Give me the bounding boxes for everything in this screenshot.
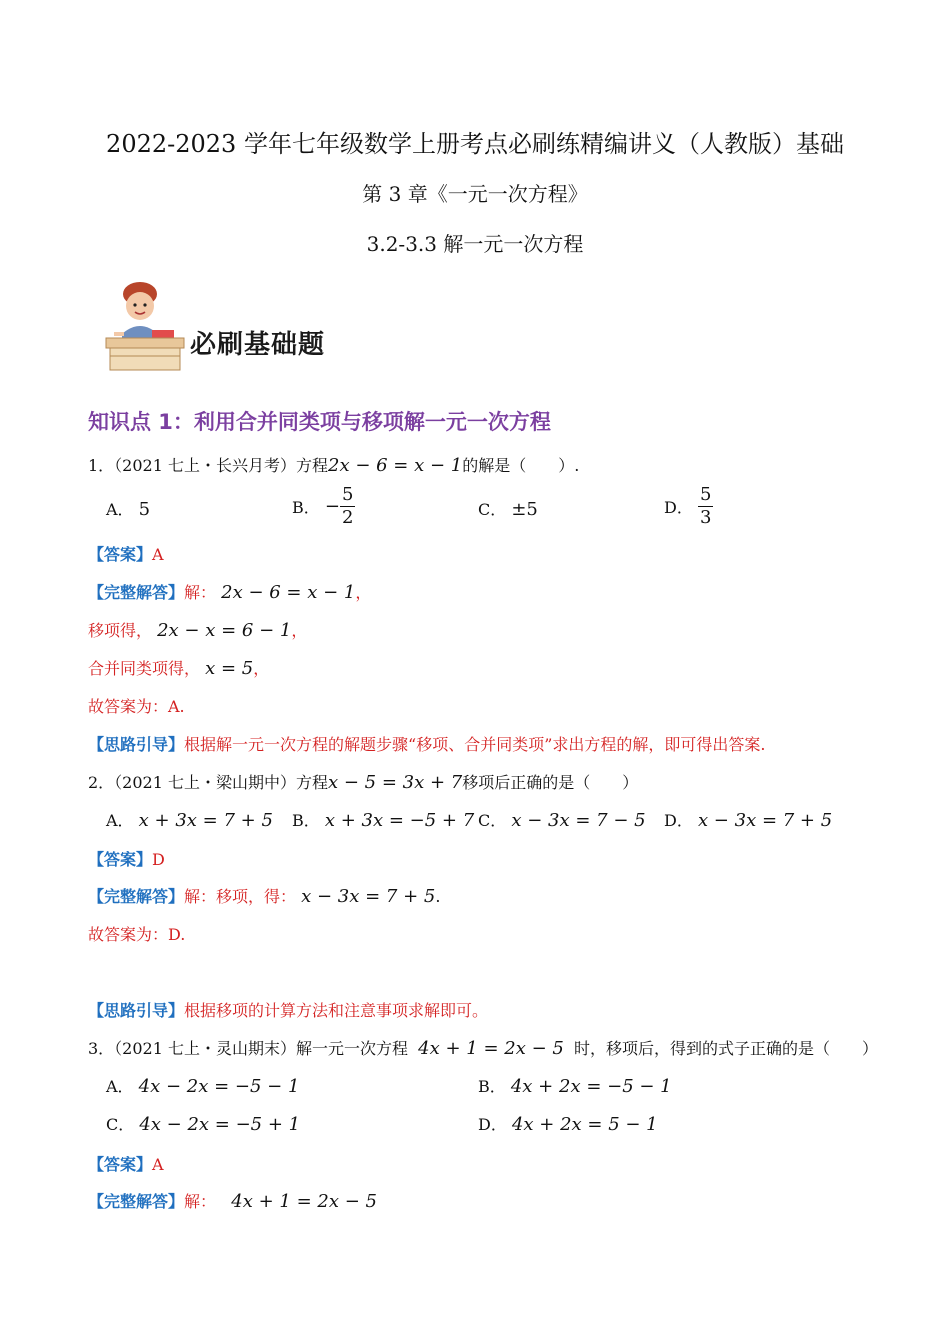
question-3-text: 3．（2021 七上・灵山期末）解一元一次方程 [88,1039,408,1058]
option-value: 4x + 2x = −5 − 1 [510,1076,672,1097]
solution-text: 解：移项，得： [184,887,297,906]
banner-label: 必刷基础题 [190,330,326,360]
question-1-text-end: 的解是（ ）. [462,456,580,475]
solution-equation: 4x + 1 = 2x − 5 [231,1191,377,1212]
answer-tag: 【答案】 [88,850,153,869]
punctuation: ， [291,621,308,640]
solution-text: 移项得， [88,621,153,640]
solution-equation: 2x − 6 = x − 1 [221,582,356,603]
knowledge-point-heading: 知识点 1：利用合并同类项与移项解一元一次方程 [88,410,551,434]
answer-value: A [152,545,164,564]
q2-solution-line-1 [88,884,440,907]
q1-option-d [664,484,713,529]
q1-option-b [292,484,355,529]
fraction-denominator: 3 [699,507,712,528]
question-2-text: 2．（2021 七上・梁山期中）方程 [88,773,328,792]
q1-solution-line-3 [88,656,269,679]
solution-tag: 【完整解答】 [88,1192,185,1211]
q3-option-b [478,1074,672,1097]
q2-answer-line [88,847,165,870]
answer-tag: 【答案】 [88,1155,153,1174]
hint-text: 根据移项的计算方法和注意事项求解即可。 [184,1001,489,1020]
q3-solution-line-1 [88,1189,377,1212]
option-value: ±5 [511,499,538,520]
punctuation: . [435,887,441,906]
solution-equation: x = 5 [205,658,254,679]
chapter-title: 第 3 章《一元一次方程》 [362,182,588,206]
solution-text: 解： [184,1192,217,1211]
option-value: x − 3x = 7 − 5 [511,810,646,831]
solution-text: 合并同类项得， [88,659,201,678]
option-value: 5 [138,499,151,520]
option-label: D． [664,811,693,830]
q1-answer-line [88,542,164,565]
option-label: A． [106,1077,134,1096]
question-2-equation: x − 5 = 3x + 7 [328,772,463,793]
option-label: C． [478,500,507,519]
option-value: 4x − 2x = −5 − 1 [138,1076,300,1097]
fraction [340,484,355,529]
answer-tag: 【答案】 [88,545,153,564]
option-sign: − [324,496,340,517]
q3-option-c [106,1112,300,1135]
solution-equation: 2x − x = 6 − 1 [157,620,292,641]
question-2-stem [88,770,638,793]
q3-option-d [478,1112,658,1135]
option-value: x + 3x = 7 + 5 [138,810,273,831]
fraction-denominator: 2 [341,507,354,528]
hint-text: 根据解一元一次方程的解题步骤“移项、合并同类项”求出方程的解，即可得出答案. [184,735,766,754]
option-label: B． [292,498,320,517]
option-value: x + 3x = −5 + 7 [324,810,475,831]
answer-value: A [152,1155,164,1174]
question-3-text-end: 时，移项后，得到的式子正确的是（ ） [574,1039,879,1058]
option-label: D． [478,1115,507,1134]
fraction-numerator: 5 [699,484,712,505]
option-label: D． [664,498,693,517]
solution-equation: x − 3x = 7 + 5 [301,886,436,907]
hint-tag: 【思路引导】 [88,735,185,754]
question-3-equation: 4x + 1 = 2x − 5 [418,1038,564,1059]
q1-option-a [106,497,150,520]
q1-hint-line [88,732,765,755]
option-label: C． [106,1115,135,1134]
option-value: x − 3x = 7 + 5 [697,810,833,831]
option-label: A． [106,811,134,830]
q2-solution-line-2: 故答案为：D. [88,925,186,944]
fraction-numerator: 5 [341,484,354,505]
option-value: 4x + 2x = 5 − 1 [511,1114,658,1135]
q2-option-b [292,808,474,831]
q2-option-d [664,808,832,831]
document-title: 2022-2023 学年七年级数学上册考点必刷练精编讲义（人教版）基础 [106,130,844,158]
option-label: B． [292,811,320,830]
question-2-text-end: 移项后正确的是（ ） [462,773,639,792]
q1-solution-line-2 [88,618,307,641]
option-label: B． [478,1077,506,1096]
section-title: 3.2-3.3 解一元一次方程 [366,232,584,256]
q1-option-c [478,497,538,520]
question-1-equation: 2x − 6 = x − 1 [328,455,463,476]
hint-tag: 【思路引导】 [88,1001,185,1020]
option-value: 4x − 2x = −5 + 1 [139,1114,301,1135]
fraction [698,484,713,529]
question-3-stem [88,1036,878,1059]
q2-option-a [106,808,273,831]
question-1-text: 1．（2021 七上・长兴月考）方程 [88,456,328,475]
q1-solution-line-1 [88,580,371,603]
question-1-stem [88,453,579,476]
solution-tag: 【完整解答】 [88,887,185,906]
option-label: A． [106,500,134,519]
q1-solution-line-4: 故答案为：A. [88,697,185,716]
option-label: C． [478,811,507,830]
q2-hint-line [88,998,488,1021]
punctuation: ， [253,659,270,678]
solution-text: 解： [184,583,217,602]
q2-option-c [478,808,646,831]
q3-option-a [106,1074,299,1097]
answer-value: D [152,850,165,869]
q3-answer-line [88,1152,164,1175]
punctuation: ， [355,583,372,602]
student-at-desk-icon [100,276,200,376]
solution-tag: 【完整解答】 [88,583,185,602]
